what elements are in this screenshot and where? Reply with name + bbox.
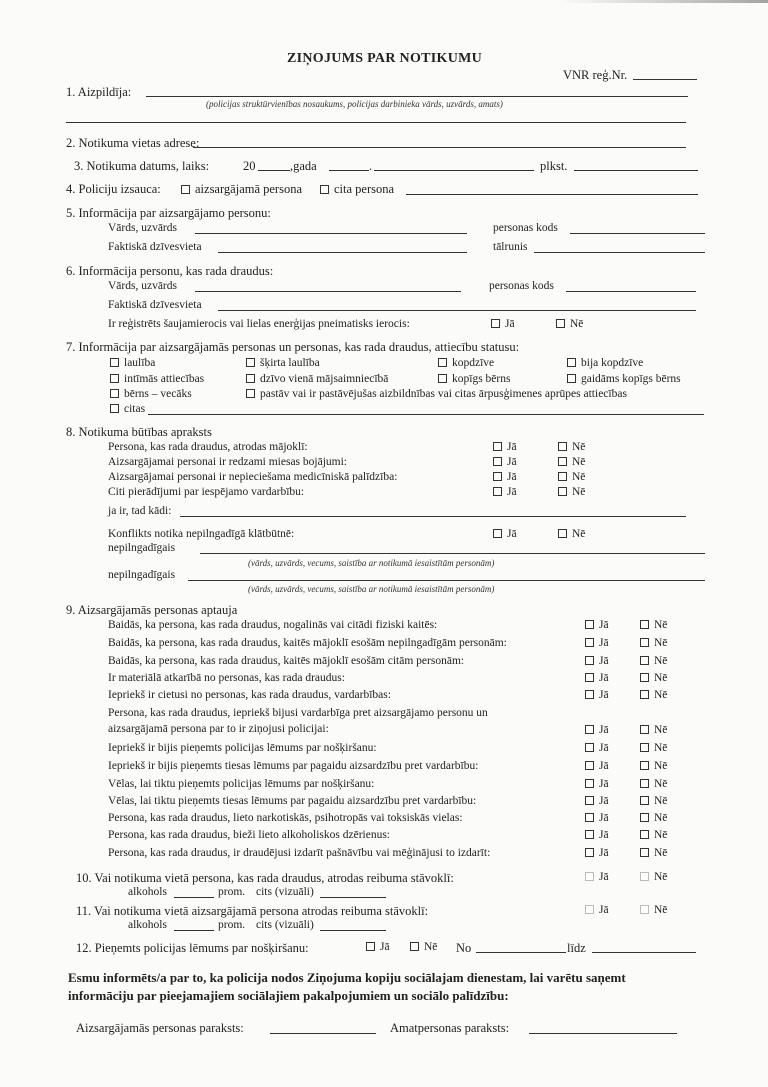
- notice-line-2: informāciju par pieejamajiem sociālajiem pakalpojumiem un sociālo palīdzību:: [68, 988, 509, 1003]
- s5-code-field[interactable]: [570, 233, 705, 234]
- no-label: Nē: [654, 655, 668, 667]
- no-label: Nē: [572, 528, 586, 540]
- s9-item: Persona, kas rada draudus, bieži lieto alkoholiskos dzērienus:: [108, 829, 390, 841]
- s7-label: 7. Informācija par aizsargājamās personas un personas, kas rada draudus, attiecību statusu:: [66, 340, 520, 354]
- checkbox[interactable]: [640, 725, 649, 734]
- checkbox[interactable]: [585, 830, 594, 839]
- s5-phone: tālrunis: [493, 241, 528, 253]
- no-option[interactable]: [640, 830, 667, 842]
- s9-item: Iepriekš ir bijis pieņemts tiesas lēmums par pagaidu aizsardzību pret vardarbību:: [108, 760, 479, 772]
- no-label: Nē: [654, 812, 668, 824]
- scan-edge: [560, 0, 768, 3]
- s12-label: 12. Pieņemts policijas lēmums par nošķiršanu:: [76, 941, 309, 955]
- checkbox[interactable]: [246, 389, 255, 398]
- yes-option[interactable]: [585, 656, 609, 668]
- checkbox[interactable]: [640, 905, 649, 914]
- s5-code: personas kods: [493, 222, 558, 234]
- s7-opt[interactable]: [567, 374, 681, 386]
- no-option[interactable]: [640, 673, 667, 685]
- checkbox[interactable]: [585, 779, 594, 788]
- no-option[interactable]: [640, 656, 667, 668]
- checkbox[interactable]: [640, 638, 649, 647]
- checkbox[interactable]: [640, 620, 649, 629]
- s10-label: 10. Vai notikuma vietā persona, kas rada draudus, atrodas reibuma stāvoklī:: [76, 871, 454, 885]
- sig-officer-label: Amatpersonas paraksts:: [390, 1021, 510, 1035]
- no-option[interactable]: [640, 761, 667, 773]
- s4-label: 4. Policiju izsauca:: [66, 182, 161, 196]
- s8-minor-hint-1: (vārds, uzvārds, vecums, saistība ar notikumā iesaistītām personām): [248, 558, 495, 568]
- s8-minor-2-field[interactable]: [188, 580, 705, 581]
- checkbox[interactable]: [585, 656, 594, 665]
- s9-item: Baidās, ka persona, kas rada draudus, nogalinās vai citādi fiziski kaitēs:: [108, 619, 438, 631]
- s7-opt-label: citas: [124, 403, 146, 415]
- s9-item: Vēlas, lai tiktu pieņemts policijas lēmums par nošķiršanu:: [108, 778, 375, 790]
- s5-residence: Faktiskā dzīvesvieta: [108, 241, 202, 253]
- s11-other-field[interactable]: [320, 930, 386, 931]
- filled-by-field[interactable]: [146, 96, 688, 97]
- yes-label: Jā: [599, 655, 609, 667]
- notice-line-1: Esmu informēts/a par to, ka policija nodos Ziņojuma kopiju sociālajam dienestam, lai varētu saņemt: [68, 970, 626, 985]
- no-label: Nē: [654, 672, 668, 684]
- no-label: Nē: [654, 829, 668, 841]
- yes-option[interactable]: [493, 442, 517, 454]
- no-label: Nē: [572, 456, 586, 468]
- s7-opt[interactable]: [246, 389, 627, 401]
- checkbox[interactable]: [585, 690, 594, 699]
- no-option[interactable]: [640, 796, 667, 808]
- checkbox[interactable]: [585, 905, 594, 914]
- yes-label: Jā: [599, 778, 609, 790]
- no-label: Nē: [654, 637, 668, 649]
- yes-option[interactable]: [585, 779, 609, 791]
- no-label: Nē: [572, 486, 586, 498]
- yes-option[interactable]: [493, 457, 517, 469]
- yes-label: Jā: [599, 812, 609, 824]
- yes-option[interactable]: [585, 673, 609, 685]
- no-option[interactable]: [640, 905, 667, 917]
- s8-which: ja ir, tad kādi:: [108, 505, 172, 517]
- caller-field[interactable]: [406, 194, 698, 195]
- yes-option[interactable]: [585, 796, 609, 808]
- no-label: Nē: [654, 619, 668, 631]
- yes-option[interactable]: [493, 487, 517, 499]
- sig-protected-field[interactable]: [270, 1033, 376, 1034]
- s3-plkst: plkst.: [540, 159, 568, 173]
- checkbox[interactable]: [558, 442, 567, 451]
- s8-item: Persona, kas rada draudus, atrodas mājoklī:: [108, 441, 308, 453]
- yes-label: Jā: [599, 742, 609, 754]
- s9-label: 9. Aizsargājamās personas aptauja: [66, 603, 238, 617]
- yes-label: Jā: [507, 528, 517, 540]
- checkbox[interactable]: [640, 872, 649, 881]
- no-option[interactable]: [640, 743, 667, 755]
- yes-label: Jā: [599, 829, 609, 841]
- yes-label: Jā: [599, 795, 609, 807]
- checkbox[interactable]: [558, 457, 567, 466]
- yes-option[interactable]: [585, 830, 609, 842]
- s6-residence-field[interactable]: [218, 310, 696, 311]
- no-option[interactable]: [640, 872, 667, 884]
- no-label: Nē: [654, 742, 668, 754]
- yes-label: Jā: [599, 847, 609, 859]
- s10-alcohol: alkohols: [128, 886, 167, 898]
- s6-no[interactable]: [556, 319, 583, 331]
- s9-item: Baidās, ka persona, kas rada draudus, kaitēs mājoklī esošām citām personām:: [108, 655, 465, 667]
- sig-protected-label: Aizsargājamās personas paraksts:: [76, 1021, 244, 1035]
- no-option[interactable]: [640, 620, 667, 632]
- time-field[interactable]: [574, 170, 698, 171]
- no-option[interactable]: [410, 942, 437, 954]
- no-option[interactable]: [640, 848, 667, 860]
- checkbox[interactable]: [493, 487, 502, 496]
- checkbox[interactable]: [640, 813, 649, 822]
- no-label: Nē: [572, 441, 586, 453]
- s7-opt[interactable]: [567, 358, 643, 370]
- checkbox[interactable]: [640, 779, 649, 788]
- s5-residence-field[interactable]: [218, 252, 467, 253]
- s7-opt[interactable]: [246, 358, 320, 370]
- s9-item: Vēlas, lai tiktu pieņemts tiesas lēmums par pagaidu aizsardzību pret vardarbību:: [108, 795, 477, 807]
- s12-until-field[interactable]: [592, 952, 696, 953]
- vnr-label: VNR reģ.Nr.: [563, 68, 628, 82]
- s7-opt[interactable]: [110, 374, 204, 386]
- yes-option[interactable]: [493, 472, 517, 484]
- checkbox[interactable]: [493, 472, 502, 481]
- s8-item: Citi pierādījumi par iespējamo vardarbību:: [108, 486, 305, 498]
- checkbox[interactable]: [366, 942, 375, 951]
- s9-item: Ir materiālā atkarībā no personas, kas rada draudus:: [108, 672, 345, 684]
- checkbox[interactable]: [585, 725, 594, 734]
- yes-label: Jā: [505, 318, 515, 330]
- yes-option[interactable]: [493, 529, 517, 541]
- checkbox[interactable]: [585, 761, 594, 770]
- s4-opt2-label: cita persona: [334, 182, 395, 196]
- checkbox[interactable]: [558, 487, 567, 496]
- day-field[interactable]: [374, 170, 534, 171]
- checkbox[interactable]: [640, 656, 649, 665]
- yes-option[interactable]: [585, 848, 609, 860]
- s6-name-field[interactable]: [195, 291, 461, 292]
- no-label: Nē: [654, 904, 668, 916]
- s11-label: 11. Vai notikuma vietā aizsargājamā persona atrodas reibuma stāvoklī:: [76, 904, 429, 918]
- s12-until: līdz: [567, 941, 586, 955]
- form-title: ZIŅOJUMS PAR NOTIKUMU: [287, 51, 483, 66]
- s7-opt-label: bērns – vecāks: [124, 388, 192, 400]
- s11-alcohol-field[interactable]: [174, 930, 214, 931]
- no-label: Nē: [654, 689, 668, 701]
- checkbox[interactable]: [640, 830, 649, 839]
- month-field[interactable]: [329, 170, 369, 171]
- checkbox[interactable]: [110, 404, 119, 413]
- checkbox[interactable]: [493, 457, 502, 466]
- yes-option[interactable]: [585, 638, 609, 650]
- s6-weapon: Ir reģistrēts šaujamierocis vai lielas enerģijas pneimatisks ierocis:: [108, 318, 410, 330]
- s6-label: 6. Informācija personu, kas rada draudus:: [66, 264, 274, 278]
- no-label: Nē: [654, 795, 668, 807]
- s1-hint: (policijas struktūrvienības nosaukums, policijas darbinieka vārds, uzvārds, amats): [206, 99, 503, 109]
- s10-other-field[interactable]: [320, 897, 386, 898]
- no-option[interactable]: [558, 529, 585, 541]
- no-label: Nē: [570, 318, 584, 330]
- s9-item: Persona, kas rada draudus, lieto narkotiskās, psihotropās vai toksiskās vielas:: [108, 812, 463, 824]
- no-option[interactable]: [558, 457, 585, 469]
- s9-item: Iepriekš ir bijis pieņemts policijas lēmums par nošķiršanu:: [108, 742, 377, 754]
- no-option[interactable]: [640, 725, 667, 737]
- s5-name: Vārds, uzvārds: [108, 222, 177, 234]
- s6-residence: Faktiskā dzīvesvieta: [108, 299, 202, 311]
- no-label: Nē: [654, 724, 668, 736]
- no-option[interactable]: [640, 690, 667, 702]
- sig-officer-field[interactable]: [529, 1033, 677, 1034]
- checkbox[interactable]: [110, 358, 119, 367]
- no-label: Nē: [424, 941, 438, 953]
- yes-label: Jā: [507, 486, 517, 498]
- year-field[interactable]: [258, 170, 290, 171]
- yes-option[interactable]: [366, 942, 390, 954]
- checkbox[interactable]: [585, 743, 594, 752]
- checkbox[interactable]: [640, 848, 649, 857]
- no-label: Nē: [654, 847, 668, 859]
- s9-item: Iepriekš ir cietusi no personas, kas rada draudus, vardarbības:: [108, 689, 391, 701]
- s7-opt-label: šķirta laulība: [260, 357, 320, 369]
- yes-option[interactable]: [585, 761, 609, 773]
- s8-minor-hint-2: (vārds, uzvārds, vecums, saistība ar notikumā iesaistītām personām): [248, 584, 495, 594]
- s3-year-prefix: 20: [243, 159, 256, 173]
- checkbox[interactable]: [438, 374, 447, 383]
- checkbox[interactable]: [320, 185, 329, 194]
- s5-name-field[interactable]: [195, 233, 467, 234]
- checkbox[interactable]: [438, 358, 447, 367]
- checkbox[interactable]: [640, 761, 649, 770]
- s7-opt-label: dzīvo vienā mājsaimniecībā: [260, 373, 389, 385]
- s7-opt[interactable]: [438, 358, 494, 370]
- s7-opt-label: intīmās attiecības: [124, 373, 205, 385]
- yes-label: Jā: [599, 871, 609, 883]
- checkbox[interactable]: [181, 185, 190, 194]
- s7-opt[interactable]: [110, 358, 155, 370]
- checkbox[interactable]: [493, 529, 502, 538]
- yes-option[interactable]: [585, 725, 609, 737]
- s7-opt-label: laulība: [124, 357, 156, 369]
- s4-opt1[interactable]: [181, 183, 302, 196]
- s10-alcohol-field[interactable]: [174, 897, 214, 898]
- s5-label: 5. Informācija par aizsargājamo personu:: [66, 206, 271, 220]
- no-option[interactable]: [640, 813, 667, 825]
- no-option[interactable]: [558, 487, 585, 499]
- yes-label: Jā: [599, 760, 609, 772]
- yes-label: Jā: [507, 456, 517, 468]
- s8-minor-1: nepilngadīgais: [108, 542, 176, 554]
- checkbox[interactable]: [640, 690, 649, 699]
- yes-label: Jā: [507, 441, 517, 453]
- yes-option[interactable]: [585, 905, 609, 917]
- checkbox[interactable]: [585, 813, 594, 822]
- s7-opt-label: gaidāms kopīgs bērns: [581, 373, 681, 385]
- s4-opt1-label: aizsargājamā persona: [195, 182, 303, 196]
- checkbox[interactable]: [491, 319, 500, 328]
- s9-item: Persona, kas rada draudus, ir draudējusi izdarīt pašnāvību vai mēģinājusi to izdarīt:: [108, 847, 491, 859]
- s8-minor-2: nepilngadīgais: [108, 569, 176, 581]
- no-option[interactable]: [558, 472, 585, 484]
- checkbox[interactable]: [585, 673, 594, 682]
- s2-label: 2. Notikuma vietas adrese:: [66, 136, 200, 150]
- checkbox[interactable]: [110, 389, 119, 398]
- checkbox[interactable]: [585, 848, 594, 857]
- yes-option[interactable]: [585, 743, 609, 755]
- s3-gada: ,gada: [290, 159, 317, 173]
- yes-label: Jā: [599, 619, 609, 631]
- s11-prom: prom.: [218, 919, 246, 931]
- s12-from-field[interactable]: [476, 952, 566, 953]
- no-label: Nē: [654, 760, 668, 772]
- s3-dot: .: [369, 159, 373, 173]
- s8-which-field[interactable]: [180, 516, 686, 517]
- s6-name: Vārds, uzvārds: [108, 280, 177, 292]
- yes-label: Jā: [380, 941, 390, 953]
- no-label: Nē: [654, 778, 668, 790]
- checkbox[interactable]: [585, 796, 594, 805]
- s6-code: personas kods: [489, 280, 554, 292]
- yes-option[interactable]: [585, 620, 609, 632]
- s6-code-field[interactable]: [566, 291, 696, 292]
- filled-by-field-2[interactable]: [66, 122, 686, 123]
- s12-from: No: [456, 941, 472, 955]
- s4-opt2[interactable]: [320, 183, 394, 196]
- no-label: Nē: [572, 471, 586, 483]
- checkbox[interactable]: [493, 442, 502, 451]
- yes-label: Jā: [599, 689, 609, 701]
- checkbox[interactable]: [585, 620, 594, 629]
- yes-label: Jā: [599, 904, 609, 916]
- s10-prom: prom.: [218, 886, 246, 898]
- s6-yes[interactable]: [491, 319, 515, 331]
- s8-item: Aizsargājamai personai ir redzami miesas bojājumi:: [108, 456, 347, 468]
- s8-label: 8. Notikuma būtības apraksts: [66, 425, 212, 439]
- s3-label: 3. Notikuma datums, laiks:: [74, 159, 210, 173]
- checkbox[interactable]: [567, 374, 576, 383]
- s7-opt-label: bija kopdzīve: [581, 357, 644, 369]
- checkbox[interactable]: [558, 472, 567, 481]
- vnr-field[interactable]: [633, 79, 697, 80]
- s7-opt[interactable]: [246, 374, 388, 386]
- no-option[interactable]: [640, 779, 667, 791]
- checkbox[interactable]: [110, 374, 119, 383]
- checkbox[interactable]: [246, 374, 255, 383]
- s7-opt[interactable]: [438, 374, 510, 386]
- s7-opt-label: kopdzīve: [452, 357, 495, 369]
- s7-opt-label: kopīgs bērns: [452, 373, 511, 385]
- s9-item: Baidās, ka persona, kas rada draudus, kaitēs mājoklī esošām nepilngadīgām personām:: [108, 637, 507, 649]
- s7-opt-other[interactable]: [110, 404, 145, 416]
- address-field[interactable]: [193, 147, 686, 148]
- checkbox[interactable]: [556, 319, 565, 328]
- yes-option[interactable]: [585, 813, 609, 825]
- checkbox[interactable]: [640, 743, 649, 752]
- s8-minor-1-field[interactable]: [200, 553, 705, 554]
- s8-item: Aizsargājamai personai ir nepieciešama medicīniskā palīdzība:: [108, 471, 398, 483]
- checkbox[interactable]: [558, 529, 567, 538]
- yes-label: Jā: [599, 637, 609, 649]
- yes-label: Jā: [599, 724, 609, 736]
- s7-opt[interactable]: [110, 389, 192, 401]
- checkbox[interactable]: [410, 942, 419, 951]
- no-option[interactable]: [558, 442, 585, 454]
- checkbox[interactable]: [640, 673, 649, 682]
- s11-other: cits (vizuāli): [256, 919, 314, 931]
- s8-minors-conflict: Konflikts notika nepilngadīgā klātbūtnē:: [108, 528, 295, 540]
- yes-option[interactable]: [585, 690, 609, 702]
- s7-opt-label: pastāv vai ir pastāvējušas aizbildnības vai citas ārpusģimenes aprūpes attiecības: [260, 388, 627, 400]
- checkbox[interactable]: [567, 358, 576, 367]
- s5-phone-field[interactable]: [534, 252, 705, 253]
- yes-label: Jā: [507, 471, 517, 483]
- s1-label: 1. Aizpildīja:: [66, 85, 132, 99]
- checkbox[interactable]: [585, 872, 594, 881]
- checkbox[interactable]: [246, 358, 255, 367]
- checkbox[interactable]: [585, 638, 594, 647]
- yes-label: Jā: [599, 672, 609, 684]
- checkbox[interactable]: [640, 796, 649, 805]
- no-label: Nē: [654, 871, 668, 883]
- s9-item-6b: aizsargājamā persona par to ir ziņojusi policijai:: [108, 723, 329, 735]
- yes-option[interactable]: [585, 872, 609, 884]
- no-option[interactable]: [640, 638, 667, 650]
- s7-other-field[interactable]: [148, 414, 704, 415]
- s10-other: cits (vizuāli): [256, 886, 314, 898]
- s9-item-6a: Persona, kas rada draudus, iepriekš bijusi vardarbīga pret aizsargājamo personu un: [108, 707, 488, 719]
- s11-alcohol: alkohols: [128, 919, 167, 931]
